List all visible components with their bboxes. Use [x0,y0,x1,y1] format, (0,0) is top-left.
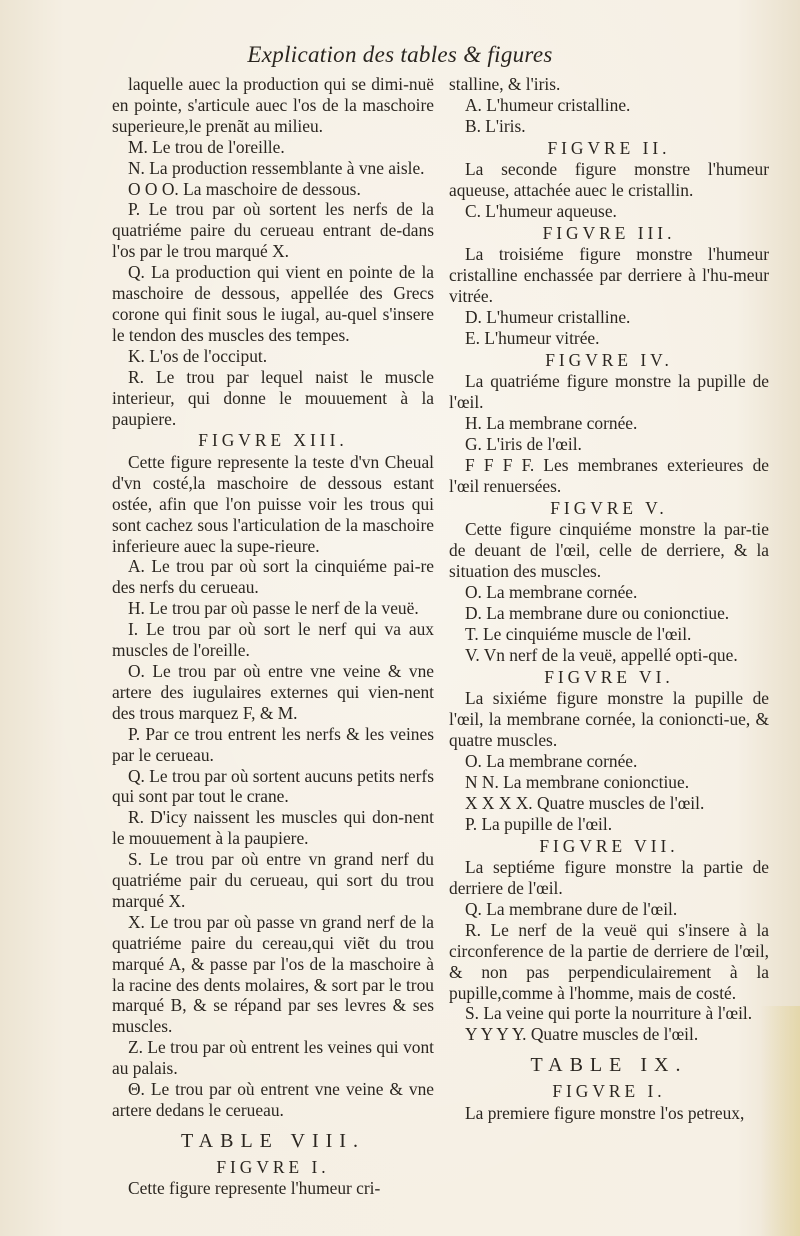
running-header: Explication des tables & figures [247,42,553,67]
figure-heading: FIGVRE VII. [539,835,679,856]
paragraph: E. L'humeur vitrée. [465,328,600,349]
table-heading: TABLE IX. [530,1054,688,1077]
paragraph: P. La pupille de l'œil. [465,813,613,834]
paragraph: Cette figure cinquiéme monstre la par-tie de deuant de l'œil, celle de derriere, & la situation des muscles. [449,519,769,582]
paragraph: A. L'humeur cristalline. [465,94,631,115]
paragraph: D. L'humeur cristalline. [465,307,631,328]
paragraph: La troisiéme figure monstre l'humeur cristalline enchassée par derriere à l'hu-meur vitrée. [449,244,769,307]
figure-heading: FIGVRE III. [542,222,676,243]
paragraph: Cette figure represente la teste d'vn Cheual d'vn costé,la maschoire de dessous estant ostée, afin que l'on puisse voir les trous qui sont cachez sous l'articulation de la maschoire inferieure auec la supe-rieure. [112,451,434,556]
paragraph: P. Par ce trou entrent les nerfs & les veines par le cerueau. [112,723,434,765]
paragraph: Cette figure represente l'humeur cri- [128,1178,381,1199]
paragraph: Y Y Y Y. Quatre muscles de l'œil. [465,1024,699,1045]
paragraph: R. D'icy naissent les muscles qui don-nent le mouuement à la paupiere. [112,807,434,849]
paragraph: T. Le cinquiéme muscle de l'œil. [465,623,692,644]
paragraph: Z. Le trou par où entrent les veines qui vont au palais. [112,1037,434,1079]
paragraph: C. L'humeur aqueuse. [465,201,617,222]
paragraph: F F F F. Les membranes exterieures de l'œil renuersées. [449,455,769,496]
paragraph: R. Le nerf de la veuë qui s'insere à la circonference de la partie de derriere de l'œil, & non pas perpendiculairement à la pupille,comme à l'homme, mais de costé. [449,919,769,1003]
right-column [449,74,769,1124]
figure-heading: FIGVRE VI. [544,666,674,687]
paragraph: A. Le trou par où sort la cinquiéme pai-re des nerfs du cerueau. [112,556,434,598]
paragraph: O O O. La maschoire de dessous. [128,178,361,199]
paragraph: Q. La membrane dure de l'œil. [465,898,678,919]
paragraph: laquelle auec la production qui se dimi-nuë en pointe, s'articule auec l'os de la maschoire superieure,le prenãt au milieu. [112,74,434,136]
paragraph: H. La membrane cornée. [465,413,638,434]
paragraph: La quatriéme figure monstre la pupille de l'œil. [449,371,769,413]
paragraph: X. Le trou par où passe vn grand nerf de la quatriéme paire du cereau,qui viẽt du trou marqué A, & passe par l'os de la maschoire à la racine des dents molaires, & sort par le trou marqué B, & se répand par ses levres & ses muscles. [112,911,434,1037]
paragraph: La septiéme figure monstre la partie de derriere de l'œil. [449,857,769,898]
figure-heading: FIGVRE I. [552,1081,666,1102]
paragraph: stalline, & l'iris. [449,74,561,94]
paragraph: D. La membrane dure ou conionctiue. [465,603,730,624]
paragraph: N N. La membrane conionctiue. [465,771,690,792]
paragraph: H. Le trou par où passe le nerf de la veuë. [128,598,419,619]
paragraph: K. L'os de l'occiput. [128,345,268,366]
paragraph: Θ. Le trou par où entrent vne veine & vne artere dedans le cerueau. [112,1079,434,1120]
left-column [112,74,434,1199]
figure-heading: FIGVRE IV. [545,349,673,370]
figure-heading: FIGVRE XIII. [198,430,348,451]
page-stain [760,1006,800,1236]
paragraph: B. L'iris. [465,115,526,136]
paragraph: M. Le trou de l'oreille. [128,136,285,157]
paragraph: O. Le trou par où entre vne veine & vne artere des iugulaires externes qui vien-nent des trous marquez F, & M. [112,660,434,723]
paragraph: Q. La production qui vient en pointe de la maschoire de dessous, appellée des Grecs corone qui finit sous le iugal, au-quel s'insere le tendon des muscles des tempes. [112,262,434,345]
paragraph: R. Le trou par lequel naist le muscle interieur, qui donne le mouuement à la paupiere. [112,366,434,429]
figure-heading: FIGVRE II. [547,137,671,158]
figure-heading: FIGVRE V. [550,497,668,518]
paragraph: La sixiéme figure monstre la pupille de l'œil, la membrane cornée, la conioncti-ue, & quatre muscles. [449,688,769,751]
paragraph: S. Le trou par où entre vn grand nerf du quatriéme pair du cerueau, qui sort du trou marqué X. [112,849,434,911]
paragraph: Q. Le trou par où sortent aucuns petits nerfs qui sont par tout le crane. [112,765,434,807]
paragraph: V. Vn nerf de la veuë, appellé opti-que. [465,644,738,665]
paragraph: G. L'iris de l'œil. [465,434,582,455]
paragraph: La seconde figure monstre l'humeur aqueuse, attachée auec le cristallin. [449,159,769,201]
paragraph: P. Le trou par où sortent les nerfs de la quatriéme paire du cerueau entrant de-dans l'os par le trou marqué X. [112,199,434,262]
paragraph: I. Le trou par où sort le nerf qui va aux muscles de l'oreille. [112,619,434,661]
figure-heading: FIGVRE I. [216,1156,330,1177]
paragraph: S. La veine qui porte la nourriture à l'œil. [465,1003,753,1024]
paragraph: X X X X. Quatre muscles de l'œil. [465,792,705,813]
paragraph: O. La membrane cornée. [465,750,638,771]
paragraph: La premiere figure monstre l'os petreux, [465,1102,745,1123]
paragraph: O. La membrane cornée. [465,582,638,603]
paragraph: N. La production ressemblante à vne aisle. [128,157,425,178]
table-heading: TABLE VIII. [181,1129,365,1152]
